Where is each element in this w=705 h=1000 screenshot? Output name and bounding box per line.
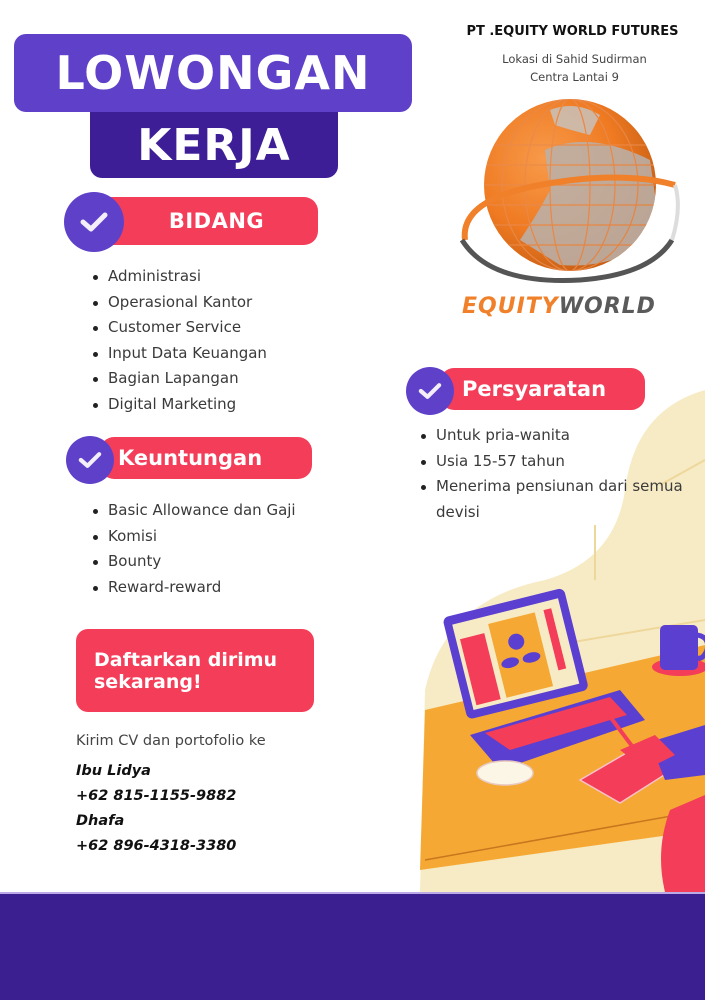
title-line1: LOWONGAN xyxy=(55,46,371,100)
contact-name-1: Ibu Lidya xyxy=(76,763,151,779)
company-location-line1: Lokasi di Sahid Sudirman xyxy=(502,52,647,66)
keuntungan-label: Keuntungan xyxy=(118,446,263,470)
list-item: Reward-reward xyxy=(86,575,296,601)
company-name: PT .EQUITY WORLD FUTURES xyxy=(466,24,679,39)
persyaratan-header xyxy=(440,368,645,410)
list-item: Untuk pria-wanita xyxy=(414,423,704,449)
check-icon xyxy=(66,436,114,484)
check-icon xyxy=(64,192,124,252)
list-item: Customer Service xyxy=(86,315,267,341)
list-item: Bounty xyxy=(86,549,296,575)
contact-phone-1[interactable]: +62 815-1155-9882 xyxy=(76,788,237,804)
persyaratan-label: Persyaratan xyxy=(462,377,607,401)
contact-intro: Kirim CV dan portofolio ke xyxy=(76,733,266,749)
check-icon xyxy=(406,367,454,415)
keuntungan-list xyxy=(86,498,296,600)
logo-text-world: WORLD xyxy=(558,294,656,319)
register-now-button[interactable] xyxy=(76,629,314,712)
list-item: Komisi xyxy=(86,524,296,550)
company-location-line2: Centra Lantai 9 xyxy=(530,70,619,84)
title-line2: KERJA xyxy=(137,119,291,171)
list-item: Administrasi xyxy=(86,264,267,290)
list-item: Digital Marketing xyxy=(86,392,267,418)
bidang-label: BIDANG xyxy=(168,209,265,233)
list-item: Input Data Keuangan xyxy=(86,341,267,367)
keuntungan-header xyxy=(100,437,312,479)
cta-line1: Daftarkan dirimu xyxy=(94,649,278,671)
list-item: Basic Allowance dan Gaji xyxy=(86,498,296,524)
contact-name-2: Dhafa xyxy=(76,813,125,829)
persyaratan-list xyxy=(414,423,704,525)
globe-icon xyxy=(450,90,680,300)
list-item: Operasional Kantor xyxy=(86,290,267,316)
list-item: Bagian Lapangan xyxy=(86,366,267,392)
list-item: Menerima pensiunan dari semua devisi xyxy=(414,474,704,525)
footer-band xyxy=(0,892,705,1000)
contact-phone-2[interactable]: +62 896-4318-3380 xyxy=(76,838,237,854)
bidang-header xyxy=(95,197,318,245)
bidang-list xyxy=(86,264,267,417)
title-banner-bottom xyxy=(90,112,338,178)
list-item: Usia 15-57 tahun xyxy=(414,449,704,475)
title-banner-top xyxy=(14,34,412,112)
cta-line2: sekarang! xyxy=(94,671,202,693)
equityworld-logo-text xyxy=(462,294,656,319)
logo-text-equity: EQUITY xyxy=(462,294,559,319)
